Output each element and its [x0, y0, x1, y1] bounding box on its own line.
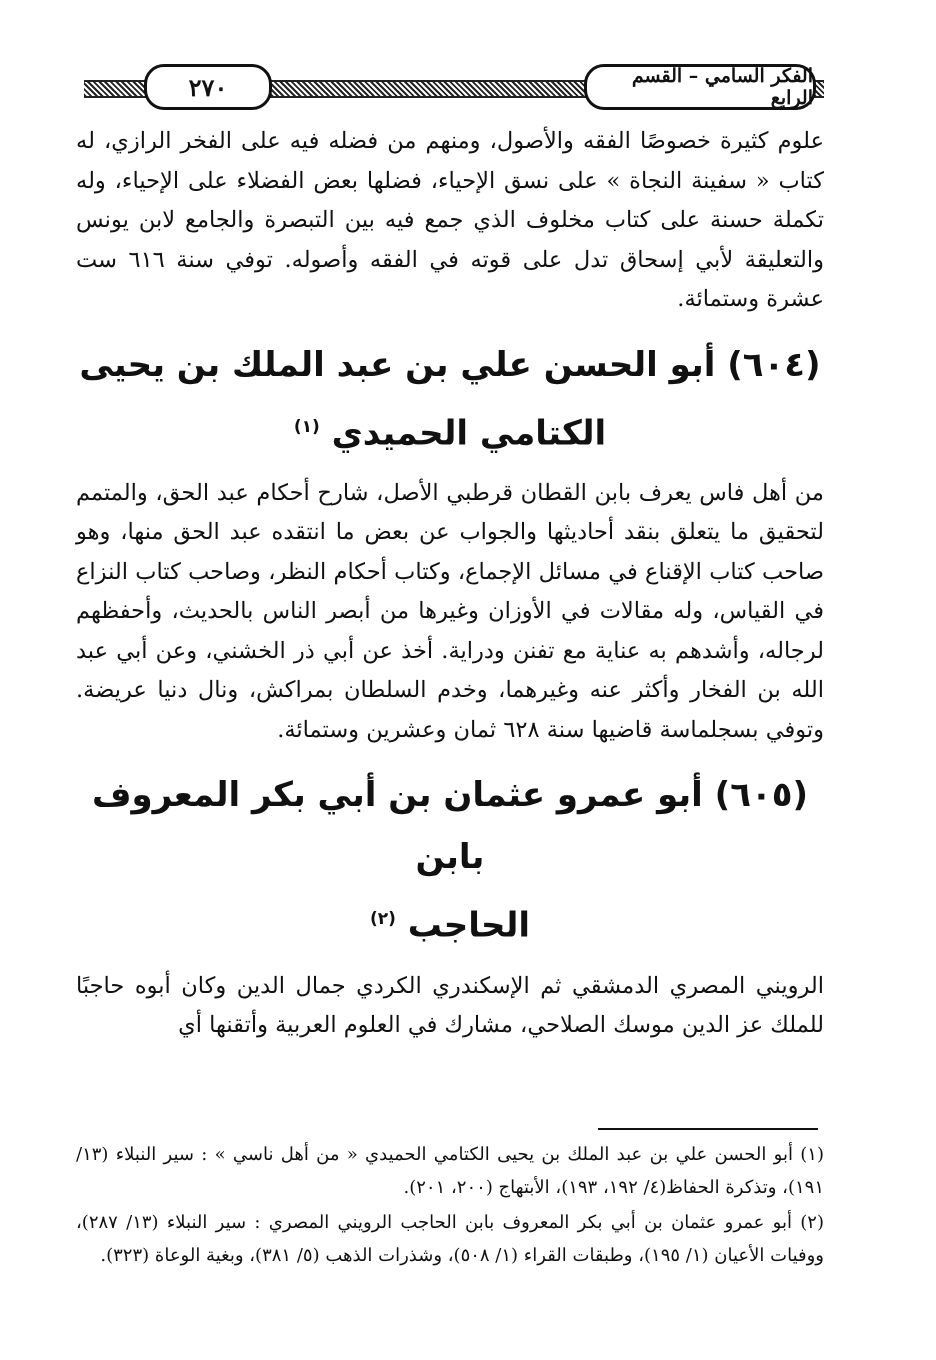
page-header	[84, 62, 824, 108]
page-body	[76, 122, 824, 1046]
footnote-ref-2: (٢)	[370, 909, 396, 930]
footnote-2: (٢) أبو عمرو عثمان بن أبي بكر المعروف بابن الحاجب الرويني المصري : سير النبلاء (١٣/ ٢٨٧)، ووفيات الأعيان (١/ ١٩٥)، وطبقات القراء (١/ ٥٠٨)، وشذرات الذهب (٥/ ٣٨١)، وبغية الوعاة (٣٢٣).	[76, 1212, 824, 1266]
entry-604-title-line2-wrap	[76, 396, 824, 464]
footnote-ref-1: (١)	[293, 416, 320, 437]
footnote-divider	[598, 1128, 818, 1130]
footnotes	[76, 1138, 824, 1274]
intro-paragraph: علوم كثيرة خصوصًا الفقه والأصول، ومنهم من فضله فيه على الفخر الرازي، له كتاب « سفينة النجاة » على نسق الإحياء، فضلها بعض الفضلاء على الإحياء، وله تكملة حسنة على كتاب مخلوف الذي جمع فيه بين التبصرة والجامع لابن يونس والتعليقة لأبي إسحاق تدل على قوته في الفقه وأصوله. توفي سنة ٦١٦ ست عشرة وستمائة.	[76, 128, 824, 312]
page-number: ٢٧٠	[144, 64, 272, 110]
entry-605-title	[76, 764, 824, 956]
entry-605-title-line1: (٦٠٥) أبو عمرو عثمان بن أبي بكر المعروف بابن	[92, 775, 808, 878]
entry-605-text: الرويني المصري الدمشقي ثم الإسكندري الكردي جمال الدين وكان أبوه حاجبًا للملك عز الدين موسك الصلاحي، مشارك في العلوم العربية وأتقنها أي	[76, 972, 824, 1039]
entry-604-text: من أهل فاس يعرف بابن القطان قرطبي الأصل، شارح أحكام عبد الحق، والمتمم لتحقيق ما يتعلق بنقد أحاديثها والجواب عن بعض ما انتقده عبد الحق منها، وهو صاحب كتاب الإقناع في مسائل الإجماع، وكتاب أحكام النظر، وصاحب كتاب النزاع في القياس، وله مقالات في الأوزان وغيرها من أبصر الناس بالحديث، وأحفظهم لرجاله، وأشدهم به عناية مع تفنن ودراية. أخذ عن أبي ذر الخشني، وعن أبي عبد الله بن الفخار وأكثر عنه وغيرهما، وخدم السلطان بمراكش، ونال دنيا عريضة. وتوفي بسجلماسة قاضيها سنة ٦٢٨ ثمان وعشرين وستمائة.	[76, 479, 824, 743]
entry-605-title-line2-wrap	[76, 888, 824, 956]
entry-604-title-line2: الكتامي الحميدي	[331, 412, 607, 453]
entry-604-title-line1: (٦٠٤) أبو الحسن علي بن عبد الملك بن يحيى	[79, 344, 821, 385]
entry-605-title-line2: الحاجب	[407, 905, 530, 946]
entry-604-title	[76, 334, 824, 464]
footnote-1: (١) أبو الحسن علي بن عبد الملك بن يحيى الكتامي الحميدي « من أهل ناسي » : سير النبلاء (١٣/ ١٩١)، وتذكرة الحفاظ(٤/ ١٩٢، ١٩٣)، الأبتهاج (٢٠٠، ٢٠١).	[76, 1144, 824, 1198]
running-title: الفكر السامي – القسم الرابع	[584, 64, 816, 110]
